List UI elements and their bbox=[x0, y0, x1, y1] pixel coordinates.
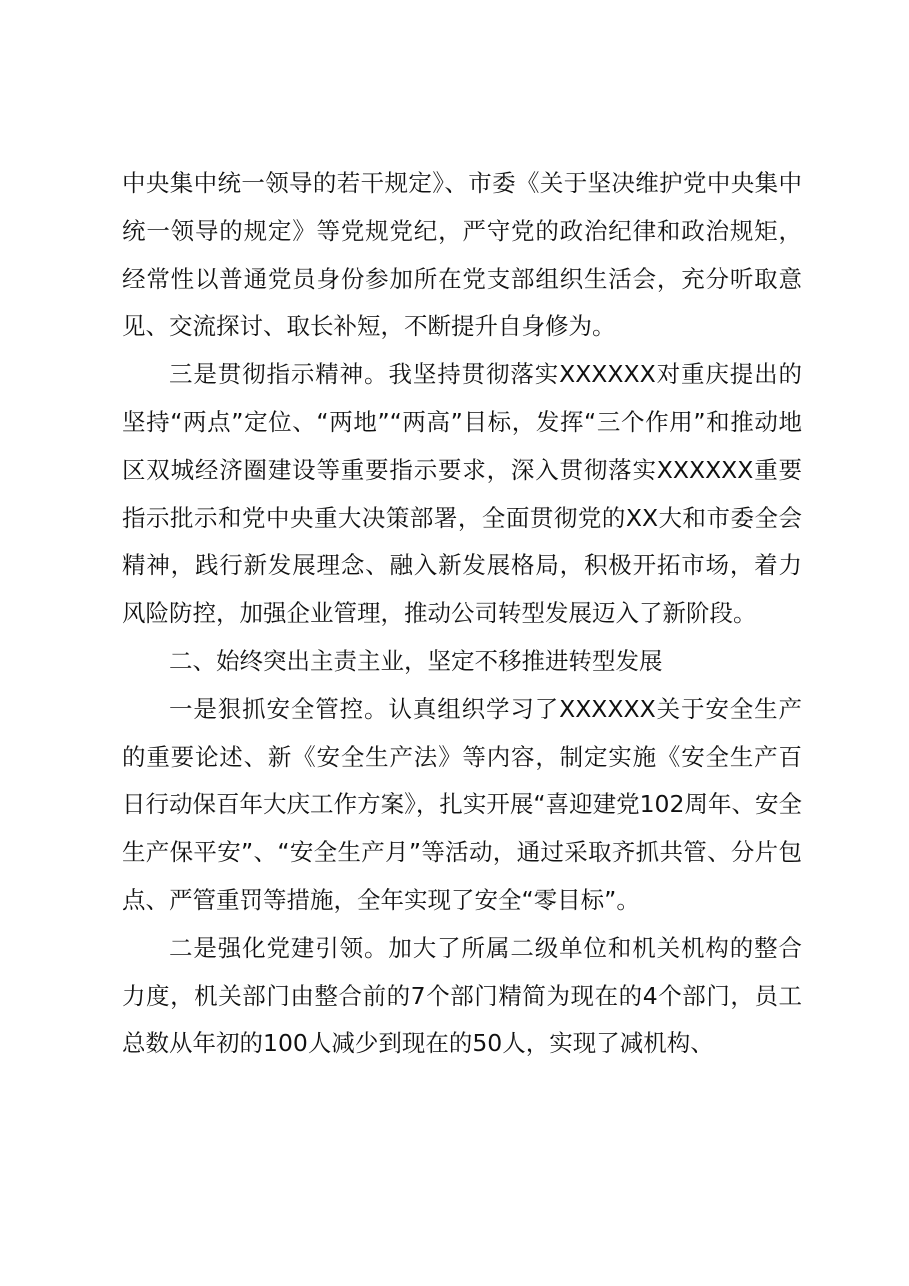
paragraph-safety-control: 一是狠抓安全管控。认真组织学习了XXXXXX关于安全生产的重要论述、新《安全生产法》等内容，制定实施《安全生产百日行动保百年大庆工作方案》，扎实开展“喜迎建党102周年、安全生产保平安”、“安全生产月”等活动，通过采取齐抓共管、分片包点、严管重罚等措施，全年实现了安全“零目标”。 bbox=[122, 694, 802, 914]
document-body bbox=[122, 160, 802, 1068]
paragraph-party-rules: 中央集中统一领导的若干规定》、市委《关于坚决维护党中央集中统一领导的规定》等党规党纪，严守党的政治纪律和政治规矩，经常性以普通党员身份参加所在党支部组织生活会，充分听取意见、交流探讨、取长补短，不断提升自身修为。 bbox=[122, 169, 802, 341]
paragraph-party-building: 二是强化党建引领。加大了所属二级单位和机关机构的整合力度，机关部门由整合前的7个部门精简为现在的4个部门，员工总数从年初的100人减少到现在的50人，实现了减机构、 bbox=[122, 933, 802, 1058]
paragraph-implement-instructions: 三是贯彻指示精神。我坚持贯彻落实XXXXXX对重庆提出的坚持“两点”定位、“两地”“两高”目标，发挥“三个作用”和推动地区双城经济圈建设等重要指示要求，深入贯彻落实XXXXXX重要指示批示和党中央重大决策部署，全面贯彻党的XX大和市委全会精神，践行新发展理念、融入新发展格局，积极开拓市场，着力风险防控，加强企业管理，推动公司转型发展迈入了新阶段。 bbox=[122, 360, 802, 628]
section-heading-main-business: 二、始终突出主责主业，坚定不移推进转型发展 bbox=[169, 646, 663, 675]
